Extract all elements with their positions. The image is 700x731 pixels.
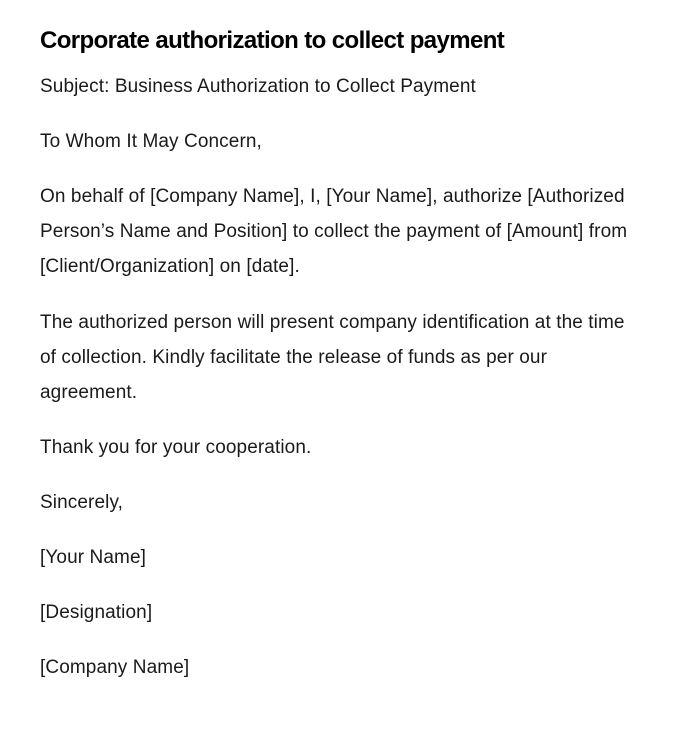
thanks-line: Thank you for your cooperation. <box>40 437 312 458</box>
closing-line: Sincerely, <box>40 492 124 513</box>
signature-name: [Your Name] <box>40 547 147 568</box>
body-paragraph-authorization: On behalf of [Company Name], I, [Your Name], authorize [Authorized Person’s Name and Position] to collect the payment of [Amount] from [Client/Organization] on [date]. <box>40 186 628 277</box>
signature-company: [Company Name] <box>40 657 190 678</box>
signature-designation: [Designation] <box>40 602 153 623</box>
letter-page <box>40 22 640 685</box>
subject-line: Subject: Business Authorization to Collect Payment <box>40 76 476 97</box>
salutation: To Whom It May Concern, <box>40 131 262 152</box>
body-paragraph-identification: The authorized person will present company identification at the time of collection. Kindly facilitate the release of funds as per our agreement. <box>40 312 625 403</box>
document-title: Corporate authorization to collect payment <box>40 27 505 54</box>
